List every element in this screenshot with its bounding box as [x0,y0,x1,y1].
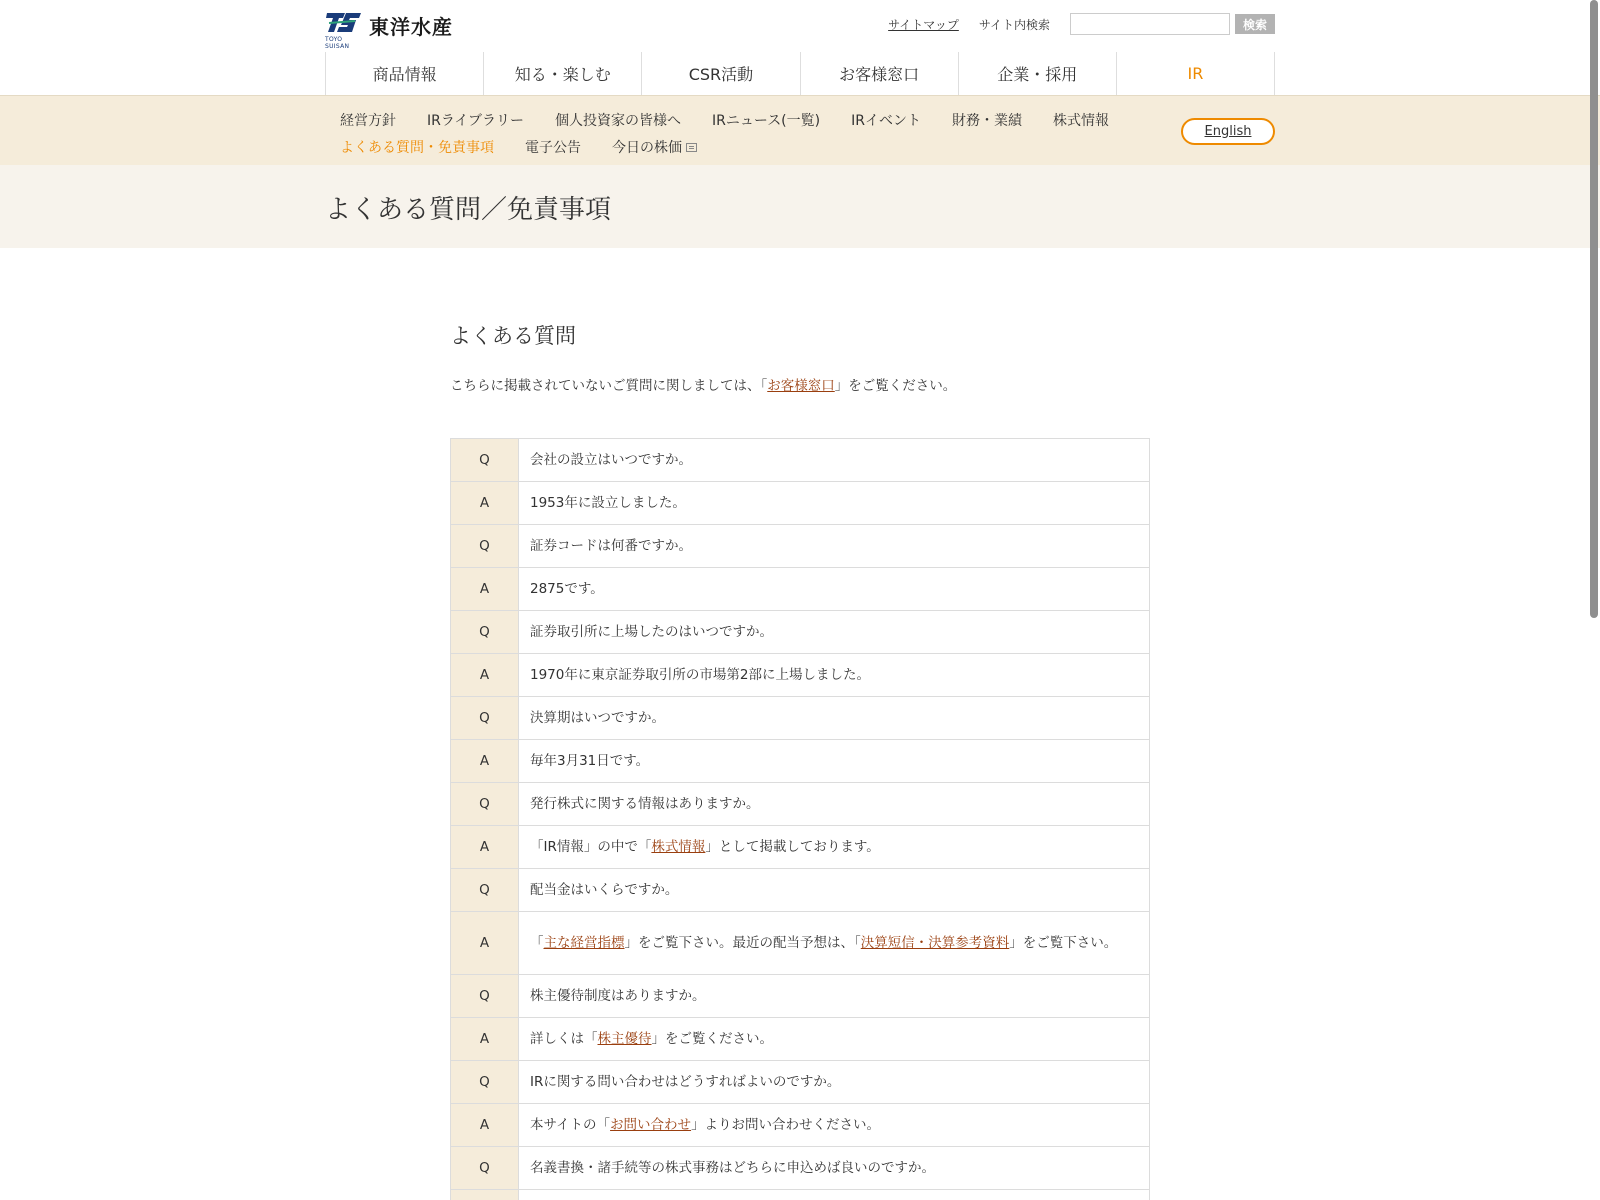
faq-text-part: 株主優待制度はありますか。 [530,988,706,1004]
new-window-icon [686,143,697,152]
subnav-link[interactable] [525,137,581,157]
gnav-item[interactable]: お客様窓口 [800,52,958,95]
faq-text [519,654,1150,697]
intro-after: 」をご覧ください。 [834,378,957,394]
page-title-band [0,165,1600,248]
subnav-link[interactable] [1053,110,1109,130]
faq-mark: Q [451,975,519,1018]
global-nav [325,52,1275,95]
faq-text [519,439,1150,482]
subnav-link-label: よくある質問・免責事項 [340,139,494,156]
faq-mark: Q [451,1147,519,1190]
site-header [325,0,1275,48]
logo[interactable] [325,10,453,50]
gnav-item[interactable]: 商品情報 [325,52,483,95]
subnav-link-label: IRイベント [851,112,921,129]
faq-text-part: 2875です。 [530,581,604,597]
subnav-link-label: 経営方針 [340,112,396,129]
subnav-link-label: IRライブラリー [427,112,525,129]
faq-text [519,1104,1150,1147]
subnav-row [340,106,1140,133]
faq-mark: Q [451,611,519,654]
faq-text-part: 証券取引所に上場したのはいつですか。 [530,624,773,640]
faq-mark: Q [451,1061,519,1104]
faq-question-row [451,697,1150,740]
faq-text-part: 配当金はいくらですか。 [530,882,679,898]
subnav-link-label: 電子公告 [525,139,581,156]
faq-mark: A [451,482,519,525]
subnav-link-label: 財務・業績 [951,112,1022,129]
faq-text [519,482,1150,525]
faq-text-part: 詳しくは「 [530,1031,598,1047]
faq-question-row [451,783,1150,826]
subnav-row [340,133,1140,160]
faq-text-part: 」をご覧下さい。最近の配当予想は、「 [624,935,861,951]
faq-mark: A [451,826,519,869]
subnav-link-label: 株式情報 [1052,112,1109,129]
faq-text-part: 名義書換・諸手続等の株式事務はどちらに申込めば良いのですか。 [530,1160,935,1176]
faq-link[interactable]: 決算短信・決算参考資料 [860,935,1010,951]
faq-mark: Q [451,525,519,568]
gnav-item[interactable]: 知る・楽しむ [483,52,641,95]
faq-question-row [451,611,1150,654]
faq-mark: Q [451,869,519,912]
faq-text-part: 決算期はいつですか。 [530,710,665,726]
faq-text [519,1061,1150,1104]
faq-answer-row [451,654,1150,697]
subnav-link[interactable] [340,137,494,157]
subnav-link[interactable] [952,110,1022,130]
sitemap-link[interactable]: サイトマップ [888,17,959,32]
faq-text [519,783,1150,826]
faq-answer-row [451,826,1150,869]
faq-question-row [451,975,1150,1018]
faq-text-part: 発行株式に関する情報はありますか。 [530,796,760,812]
faq-answer-row [451,568,1150,611]
faq-question-row [451,439,1150,482]
subnav-link[interactable] [555,110,681,130]
section-title: よくある質問 [450,324,576,348]
faq-answer-row [451,1104,1150,1147]
faq-mark: Q [451,697,519,740]
faq-text-part: 」よりお問い合わせください。 [691,1117,881,1133]
utility-bar [888,13,1275,35]
subnav-link[interactable] [340,110,396,130]
faq-answer-row [451,1190,1150,1200]
faq-text [519,740,1150,783]
intro-text [450,374,1150,394]
faq-text [519,869,1150,912]
faq-mark: A [451,568,519,611]
scrollbar[interactable] [1588,0,1600,1200]
faq-text-part: 証券コードは何番ですか。 [530,538,692,554]
faq-text-part: 本サイトの「 [530,1117,611,1133]
faq-text-part: 」をご覧ください。 [651,1031,773,1047]
faq-text [519,568,1150,611]
faq-text-part: 「IR情報」の中で「 [530,839,652,855]
faq-text [519,912,1150,975]
faq-text-part: 」をご覧下さい。 [1009,935,1118,951]
faq-text-part: 会社の設立はいつですか。 [530,452,692,468]
faq-text [519,525,1150,568]
subnav-link-label: 今日の株価 [612,139,682,156]
faq-link[interactable]: お問い合わせ [610,1117,692,1133]
faq-answer-row [451,1018,1150,1061]
faq-mark: A [451,654,519,697]
gnav-item[interactable]: IR [1116,52,1275,95]
faq-answer-row [451,912,1150,975]
faq-text [519,975,1150,1018]
faq-question-row [451,1147,1150,1190]
faq-mark: A [451,1104,519,1147]
faq-mark: Q [451,783,519,826]
faq-answer-row [451,740,1150,783]
faq-text-part: 毎年3月31日です。 [530,753,650,769]
faq-text-part: 1953年に設立しました。 [530,495,686,511]
intro-before: こちらに掲載されていないご質問に関しましては、「 [450,378,768,394]
logo-text: 東洋水産 [369,14,453,39]
search-input[interactable] [1070,13,1230,35]
faq-text [519,697,1150,740]
logo-subtext: TOYO SUISAN [325,36,350,50]
subnav-link[interactable] [851,110,921,130]
faq-question-row [451,1061,1150,1104]
customer-service-link[interactable]: お客様窓口 [767,378,835,394]
faq-mark: A [451,740,519,783]
faq-text [519,611,1150,654]
faq-text [519,826,1150,869]
page-title: よくある質問／免責事項 [325,195,612,225]
faq-link[interactable]: 株主優待 [597,1031,652,1047]
faq-text [519,1018,1150,1061]
faq-question-row [451,869,1150,912]
subnav-link[interactable] [427,110,524,130]
subnav-link[interactable] [712,110,820,130]
faq-table [450,438,1150,1200]
faq-section [450,320,1150,394]
faq-text [519,1147,1150,1190]
faq-mark: A [451,1018,519,1061]
faq-link[interactable]: 主な経営指標 [543,935,625,951]
faq-mark: A [451,912,519,975]
faq-text-part: 「 [530,935,544,951]
toyo-suisan-logo-icon [325,10,363,50]
gnav-item[interactable]: 企業・採用 [958,52,1116,95]
scrollbar-thumb[interactable] [1590,0,1598,618]
ir-subnav [0,95,1600,165]
search-button[interactable]: 検索 [1235,14,1275,34]
faq-answer-row [451,482,1150,525]
faq-link[interactable]: 株式情報 [651,839,706,855]
faq-question-row [451,525,1150,568]
faq-text [519,1190,1150,1200]
subnav-link-label: 個人投資家の皆様へ [555,112,682,129]
subnav-link-label: IRニュース(一覧) [712,112,821,129]
faq-text-part: IRに関する問い合わせはどうすればよいのですか。 [530,1074,841,1090]
faq-mark [451,1190,519,1200]
faq-text-part: 1970年に東京証券取引所の市場第2部に上場しました。 [530,667,870,683]
english-button[interactable]: English [1181,118,1275,145]
subnav-link[interactable] [612,137,697,157]
search-label: サイト内検索 [978,17,1050,32]
faq-text-part: 」として掲載しております。 [705,839,880,855]
gnav-item[interactable]: CSR活動 [641,52,799,95]
faq-mark: Q [451,439,519,482]
